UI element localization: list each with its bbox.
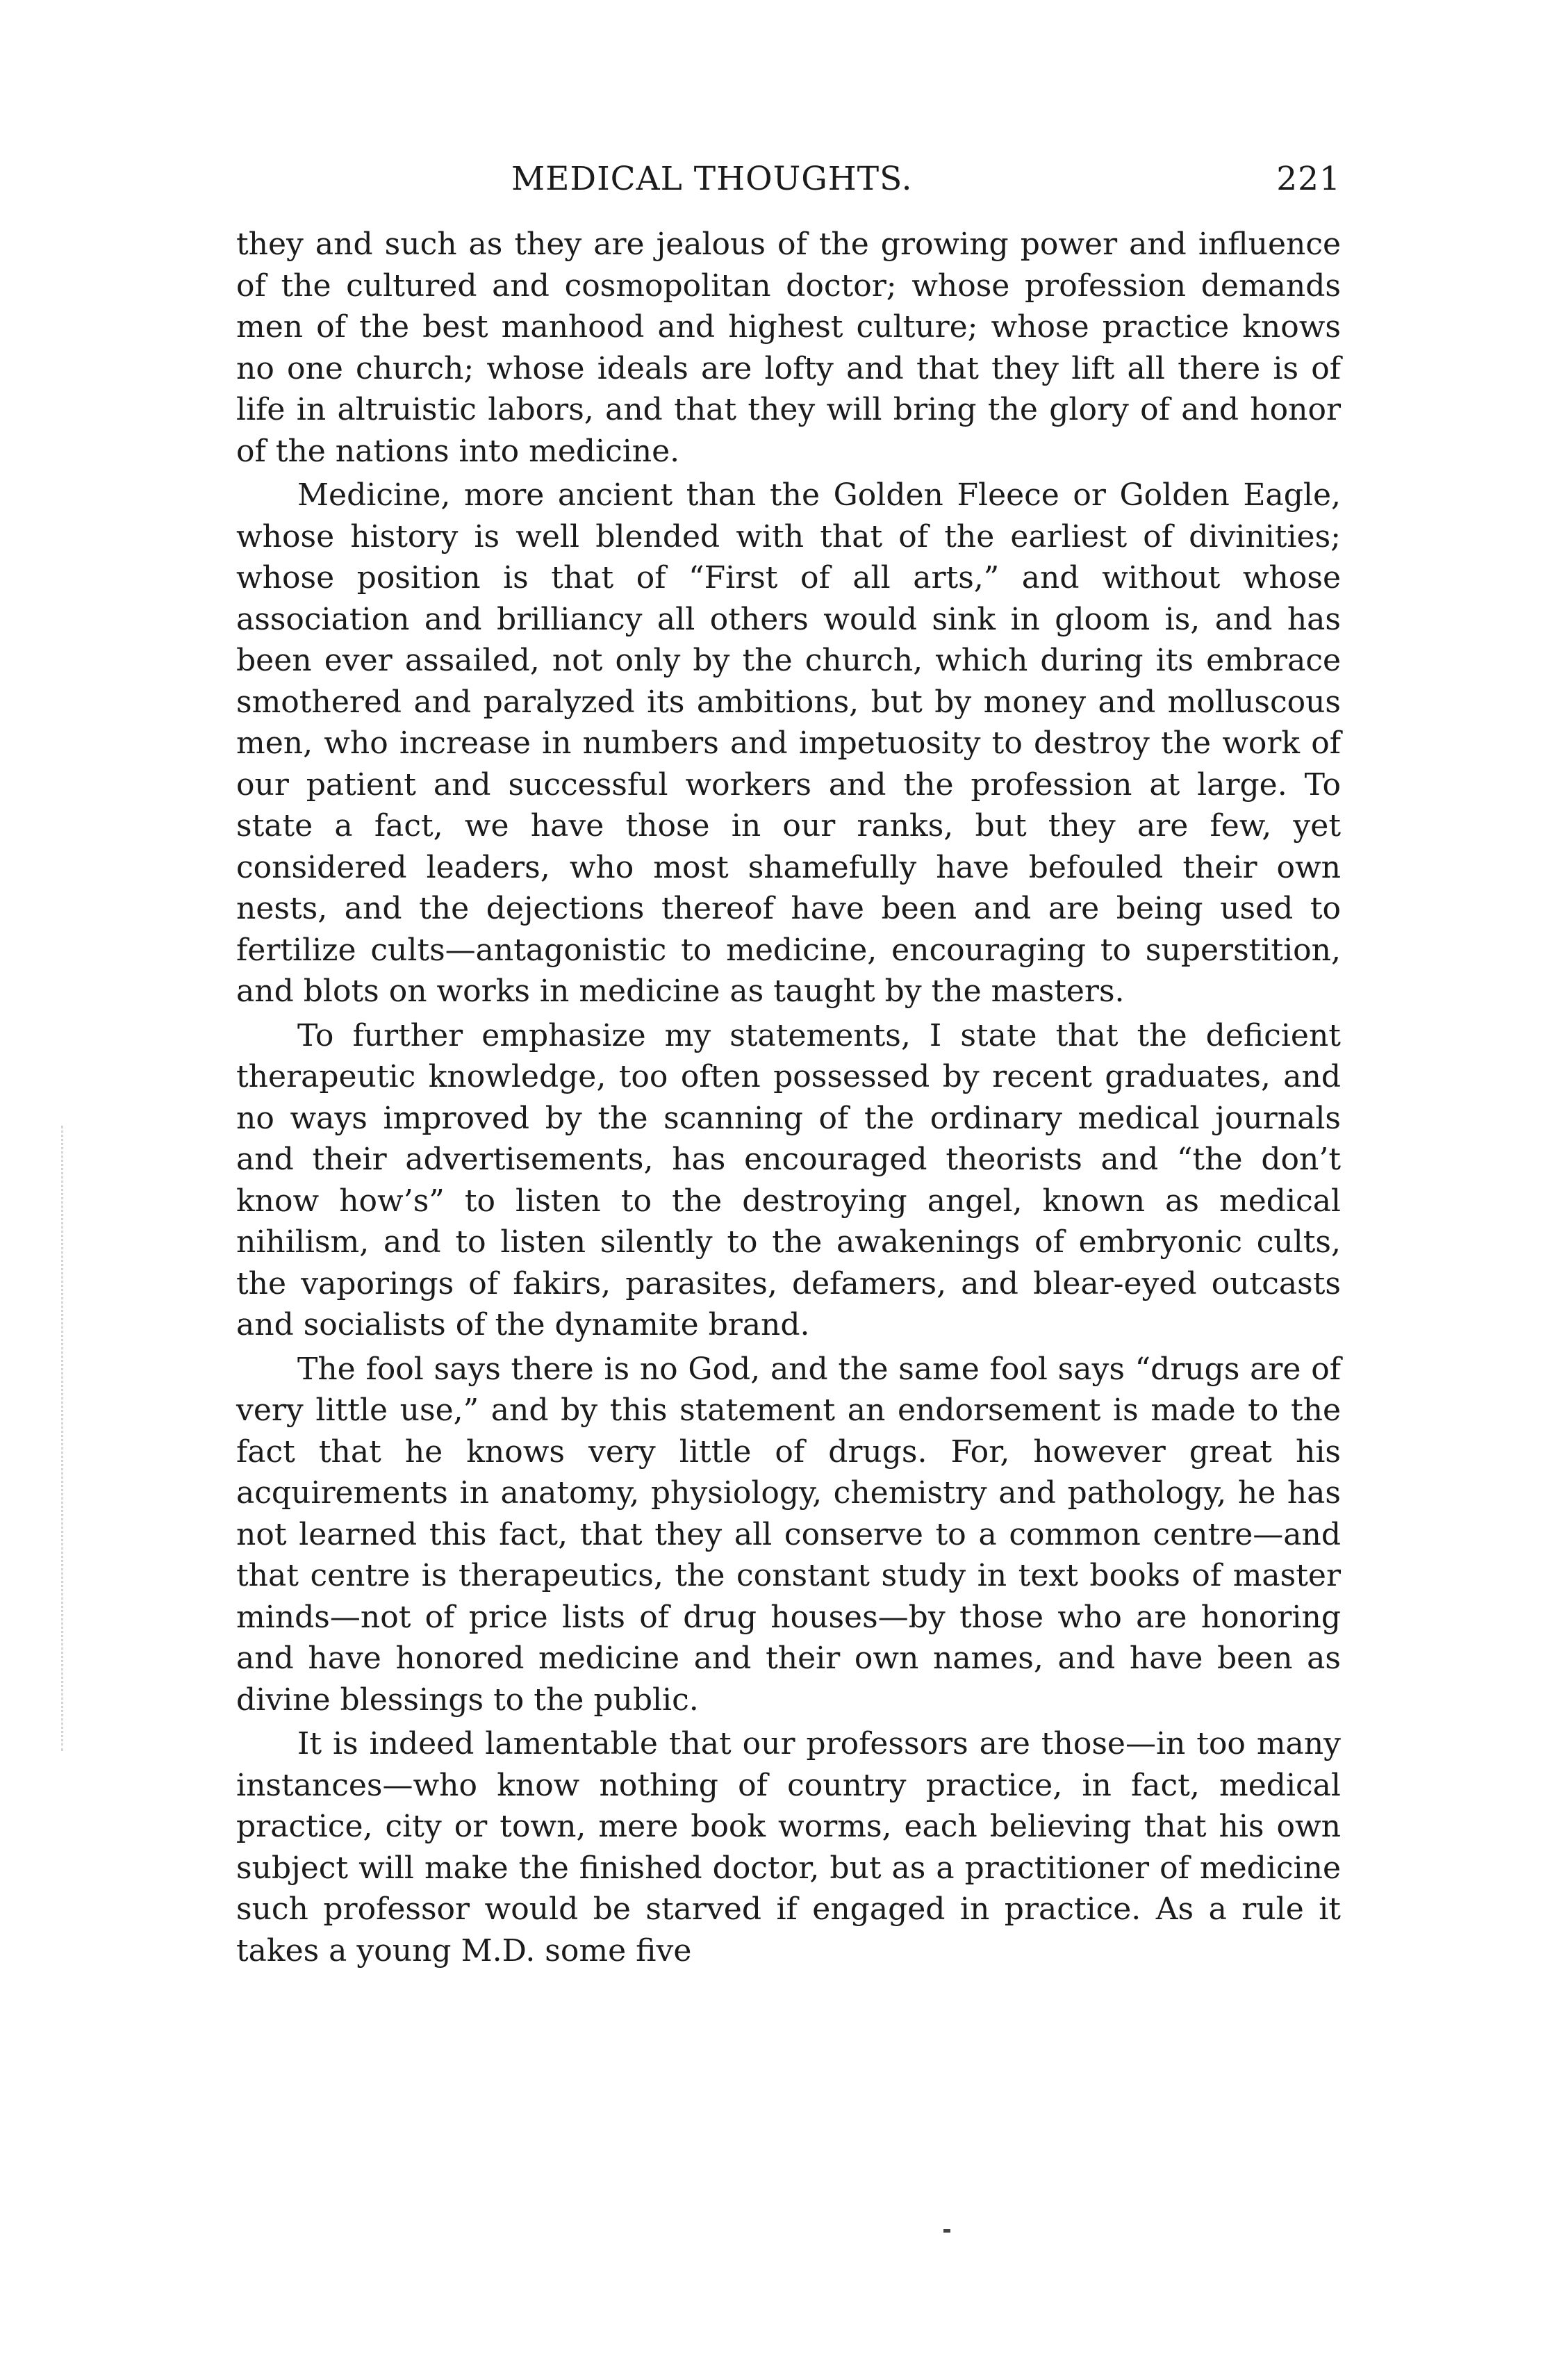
body-text xyxy=(236,224,1341,1971)
scan-edge-marks xyxy=(61,1126,72,1751)
page-number: 221 xyxy=(1276,160,1341,198)
paragraph: It is indeed lamentable that our professors are those—in too many instances—who know nothing of country practice, in fact, medical practice, city or town, mere book worms, each believing that his own subject will make the finished doctor, but as a practitioner of medicine such professor would be starved if engaged in practice. As a rule it takes a young M.D. some five xyxy=(236,1726,1341,1969)
paragraph: The fool says there is no God, and the same fool says “drugs are of very little use,” and by this statement an endorsement is made to the fact that he knows very little of drugs. For, however great his acquirements in anatomy, physiology, chemistry and pathology, he has not learned this fact, that they all conserve to a common centre—and that centre is therapeutics, the constant study in text books of master minds—not of price lists of drug houses—by those who are honoring and have honored medicine and their own names, and have been as divine blessings to the public. xyxy=(236,1351,1341,1718)
running-head xyxy=(236,160,1341,224)
ink-speck xyxy=(943,2229,950,2233)
paragraph: Medicine, more ancient than the Golden Fleece or Golden Eagle, whose history is well blended with that of the earliest of divinities; whose position is that of “First of all arts,” and without whose association and brilliancy all others would sink in gloom is, and has been ever assailed, not only by the church, which during its embrace smothered and paralyzed its ambitions, but by money and molluscous men, who increase in numbers and impetuosity to destroy the work of our patient and successful workers and the profession at large. To state a fact, we have those in our ranks, but they are few, yet considered leaders, who most shamefully have befouled their own nests, and the dejections thereof have been and are being used to fertilize cults—antagonistic to medicine, encouraging to superstition, and blots on works in medicine as taught by the masters. xyxy=(236,477,1341,1009)
running-title: MEDICAL THOUGHTS. xyxy=(511,160,913,198)
paragraph-continued: they and such as they are jealous of the growing power and influence of the cultured and cosmopolitan doctor; whose profession demands men of the best manhood and highest culture; whose practice knows no one church; whose ideals are lofty and that they lift all there is of life in altruistic labors, and that they will bring the glory of and honor of the nations into medicine. xyxy=(236,227,1341,469)
paragraph: To further emphasize my statements, I state that the deficient therapeutic knowledge, too often possessed by recent graduates, and no ways improved by the scanning of the ordinary medical journals and their advertisements, has encouraged theorists and “the don’t know how’s” to listen to the destroying angel, known as medical nihilism, and to listen silently to the awakenings of embryonic cults, the vaporings of fakirs, parasites, defamers, and blear-eyed outcasts and socialists of the dynamite brand. xyxy=(236,1017,1341,1342)
book-page xyxy=(236,160,1341,2286)
